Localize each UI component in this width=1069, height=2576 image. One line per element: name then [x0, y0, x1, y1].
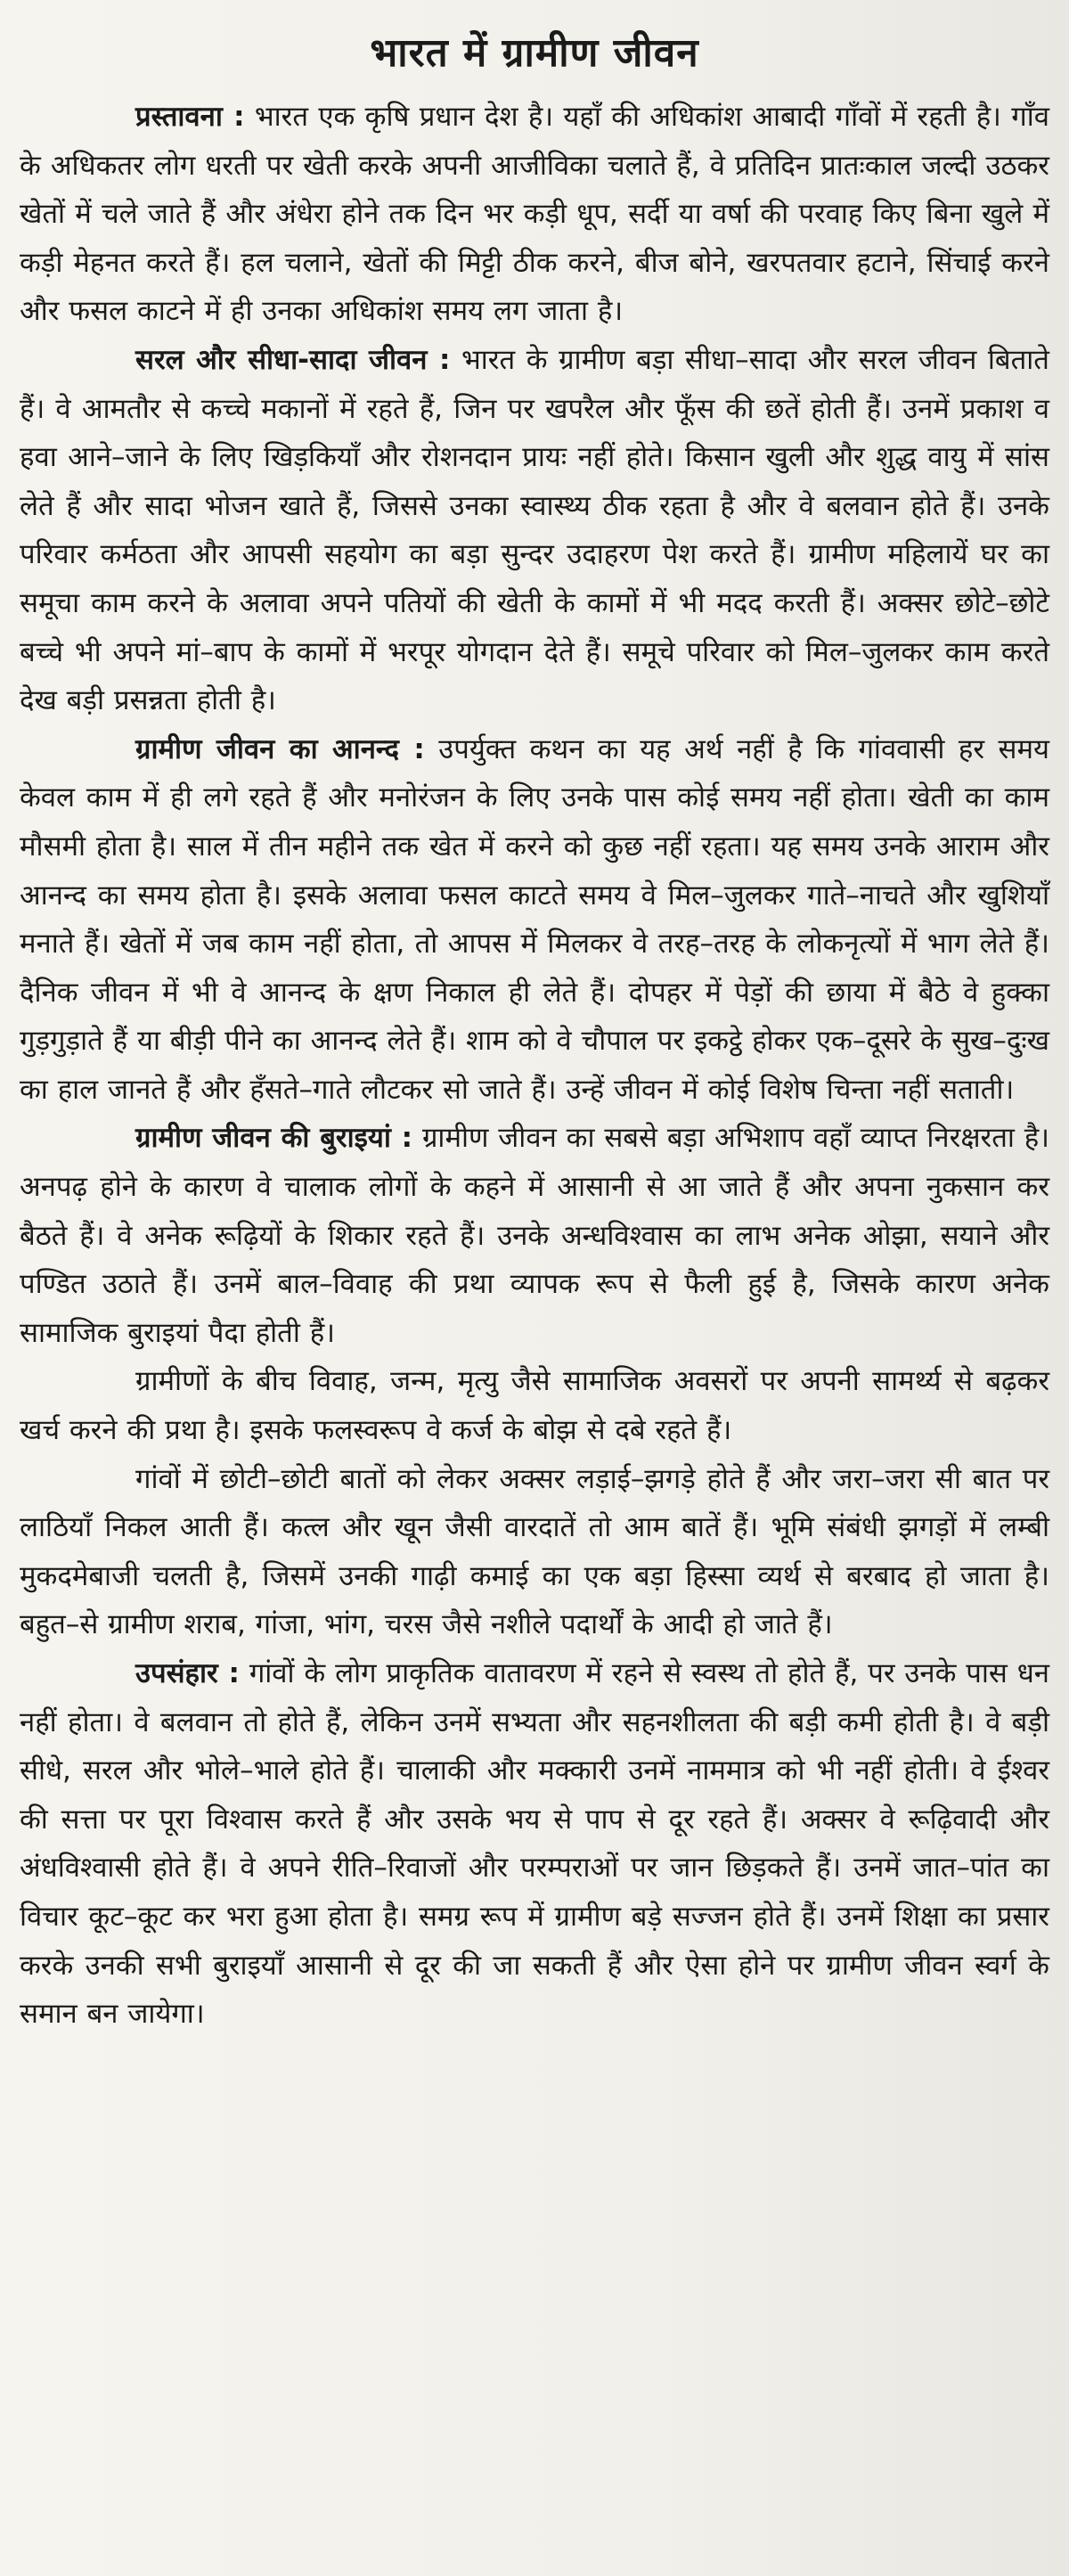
page-title: भारत में ग्रामीण जीवन — [370, 30, 699, 76]
section-expenses — [20, 1357, 1049, 1454]
section-text: उपर्युक्त कथन का यह अर्थ नहीं है कि गांववासी हर समय केवल काम में ही लगे रहते हैं और मनोरंजन के लिए उनके पास कोई समय नहीं होता। खेती का काम मौसमी होता है। साल में तीन महीने तक खेत में करने को कुछ नहीं रहता। यह समय उनके आराम और आनन्द का समय होता है। इसके अलावा फसल काटते समय वे मिल–जुलकर गाते–नाचते और खुशियाँ मनाते हैं। खेतों में जब काम नहीं होता, तो आपस में मिलकर वे तरह–तरह के लोकनृत्यों में भाग लेते हैं। दैनिक जीवन में भी वे आनन्द के क्षण निकाल ही लेते हैं। दोपहर में पेड़ों की छाया में बैठे वे हुक्का गुड़गुड़ाते हैं या बीड़ी पीने का आनन्द लेते हैं। शाम को वे चौपाल पर इकट्ठे होकर एक–दूसरे के सुख–दुःख का हाल जानते हैं और हँसते–गाते लौटकर सो जाते हैं। उन्हें जीवन में कोई विशेष चिन्ता नहीं सताती। — [20, 732, 1049, 1106]
section-evils — [20, 1114, 1049, 1357]
section-text: ग्रामीण जीवन का सबसे बड़ा अभिशाप वहाँ व्याप्त निरक्षरता है। अनपढ़ होने के कारण वे चालाक लोगों के कहने में आसानी से आ जाते हैं और अपना नुकसान कर बैठते हैं। वे अनेक रूढ़ियों के शिकार रहते हैं। उनके अन्धविश्वास का लाभ अनेक ओझा, सयाने और पण्डित उठाते हैं। उनमें बाल–विवाह की प्रथा व्यापक रूप से फैली हुई है, जिसके कारण अनेक सामाजिक बुराइयां पैदा होती हैं। — [20, 1122, 1049, 1349]
section-heading: उपसंहार : — [135, 1657, 240, 1689]
section-heading: ग्रामीण जीवन की बुराइयां : — [135, 1122, 413, 1155]
section-introduction — [20, 93, 1049, 336]
section-conclusion — [20, 1649, 1049, 2039]
section-quarrels — [20, 1455, 1049, 1649]
section-text: ग्रामीणों के बीच विवाह, जन्म, मृत्यु जैसे सामाजिक अवसरों पर अपनी सामर्थ्य से बढ़कर खर्च करने की प्रथा है। इसके फलस्वरूप वे कर्ज के बोझ से दबे रहते हैं। — [20, 1365, 1049, 1447]
section-heading: ग्रामीण जीवन का आनन्द : — [135, 732, 425, 765]
section-heading: सरल और सीधा-सादा जीवन : — [135, 343, 451, 376]
section-heading: प्रस्तावना : — [135, 101, 245, 133]
section-text: भारत के ग्रामीण बड़ा सीधा–सादा और सरल जीवन बिताते हैं। वे आमतौर से कच्चे मकानों में रहते हैं, जिन पर खपरैल और फूँस की छतें होती हैं। उनमें प्रकाश व हवा आने–जाने के लिए खिड़कियाँ और रोशनदान प्रायः नहीं होते। किसान खुली और शुद्ध वायु में सांस लेते हैं और सादा भोजन खाते हैं, जिससे उनका स्वास्थ्य ठीक रहता है और वे बलवान होते हैं। उनके परिवार कर्मठता और आपसी सहयोग का बड़ा सुन्दर उदाहरण पेश करते हैं। ग्रामीण महिलायें घर का समूचा काम करने के अलावा अपने पतियों की खेती के कामों में भी मदद करती हैं। अक्सर छोटे–छोटे बच्चे भी अपने मां–बाप के कामों में भरपूर योगदान देते हैं। समूचे परिवार को मिल–जुलकर काम करते देख बड़ी प्रसन्नता होती है। — [20, 343, 1049, 717]
section-joys — [20, 725, 1049, 1115]
section-text: भारत एक कृषि प्रधान देश है। यहाँ की अधिकांश आबादी गाँवों में रहती है। गाँव के अधिकतर लोग धरती पर खेती करके अपनी आजीविका चलाते हैं, वे प्रतिदिन प्रातःकाल जल्दी उठकर खेतों में चले जाते हैं और अंधेरा होने तक दिन भर कड़ी धूप, सर्दी या वर्षा की परवाह किए बिना खुले में कड़ी मेहनत करते हैं। हल चलाने, खेतों की मिट्टी ठीक करने, बीज बोने, खरपतवार हटाने, सिंचाई करने और फसल काटने में ही उनका अधिकांश समय लग जाता है। — [20, 101, 1049, 328]
section-text: गांवों में छोटी–छोटी बातों को लेकर अक्सर लड़ाई–झगड़े होते हैं और जरा–जरा सी बात पर लाठियाँ निकल आती हैं। कत्ल और खून जैसी वारदातें तो आम बातें हैं। भूमि संबंधी झगड़ों में लम्बी मुकदमेबाजी चलती है, जिसमें उनकी गाढ़ी कमाई का एक बड़ा हिस्सा व्यर्थ से बरबाद हो जाता है। बहुत–से ग्रामीण शराब, गांजा, भांग, चरस जैसे नशीले पदार्थों के आदी हो जाते हैं। — [20, 1462, 1049, 1641]
section-text: गांवों के लोग प्राकृतिक वातावरण में रहने से स्वस्थ तो होते हैं, पर उनके पास धन नहीं होता। वे बलवान तो होते हैं, लेकिन उनमें सभ्यता और सहनशीलता की बड़ी कमी होती है। वे बड़ी सीधे, सरल और भोले–भाले होते हैं। चालाकी और मक्कारी उनमें नाममात्र को भी नहीं होती। वे ईश्वर की सत्ता पर पूरा विश्वास करते हैं और उसके भय से पाप से दूर रहते हैं। अक्सर वे रूढ़िवादी और अंधविश्वासी होते हैं। वे अपने रीति–रिवाजों और परम्पराओं पर जान छिड़कते हैं। उनमें जात–पांत का विचार कूट–कूट कर भरा हुआ होता है। समग्र रूप में ग्रामीण बड़े सज्जन होते हैं। उनमें शिक्षा का प्रसार करके उनकी सभी बुराइयाँ आसानी से दूर की जा सकती हैं और ऐसा होने पर ग्रामीण जीवन स्वर्ग के समान बन जायेगा। — [20, 1657, 1049, 2031]
section-simple-life — [20, 336, 1049, 725]
